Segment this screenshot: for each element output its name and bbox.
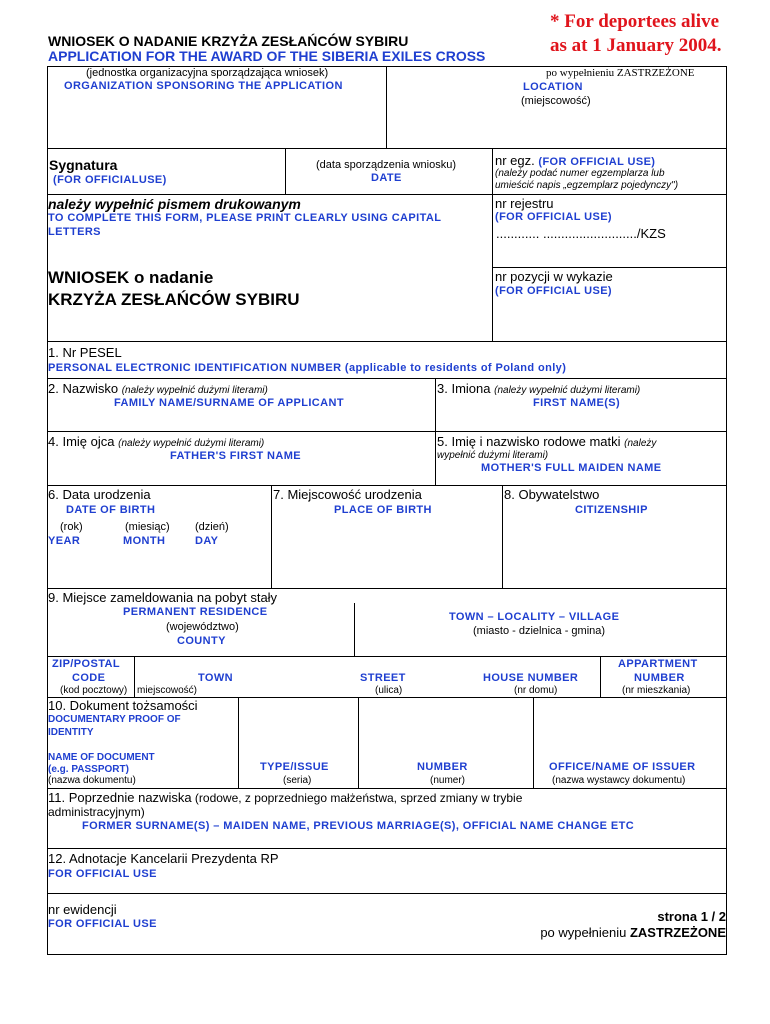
former-names-label: 11. Poprzednie nazwiska — [48, 790, 192, 805]
birth-date-label: 6. Data urodzenia — [48, 487, 151, 502]
location-label-en: LOCATION — [523, 81, 583, 93]
apartment-label-en-1: APPARTMENT — [618, 658, 698, 670]
father-name-hint: (należy wypełnić dużymi literami) — [118, 438, 265, 449]
mother-name-label-en: MOTHER'S FULL MAIDEN NAME — [481, 462, 662, 474]
date-label-en: DATE — [371, 172, 402, 184]
restricted-footer-prefix: po wypełnieniu — [540, 925, 630, 940]
signature-official-use: (FOR OFFICIALUSE) — [53, 174, 167, 186]
record-number-label: nr ewidencji — [48, 902, 117, 917]
deportees-note-line1: * For deportees alive — [550, 11, 720, 32]
house-number-label-pl: (nr domu) — [514, 685, 558, 696]
copy-number-label: nr egz. — [495, 153, 535, 168]
page-number: strona 1 / 2 — [657, 909, 726, 924]
register-number-field[interactable]: ............ ........................../KZS — [496, 226, 666, 241]
surname-label-en: FAMILY NAME/SURNAME OF APPLICANT — [114, 397, 344, 409]
form-title-line1: WNIOSEK o nadanie — [48, 268, 214, 287]
house-number-label-en: HOUSE NUMBER — [483, 672, 579, 684]
copy-note-1: (należy podać numer egzemplarza lub — [495, 168, 665, 179]
type-issue-label-pl: (seria) — [283, 775, 312, 786]
issuer-label-en: OFFICE/NAME OF ISSUER — [549, 761, 696, 773]
former-names-hint-2: administracyjnym) — [48, 805, 145, 819]
street-label-en: STREET — [360, 672, 406, 684]
year-label-pl: (rok) — [60, 521, 83, 533]
apartment-label-en-2: NUMBER — [634, 672, 685, 684]
issuer-label-pl: (nazwa wystawcy dokumentu) — [552, 775, 686, 786]
deportees-note-line2: as at 1 January 2004. — [550, 35, 722, 56]
former-names-label-en: FORMER SURNAME(S) – MAIDEN NAME, PREVIOUS MARRIAGE(S), OFFICIAL NAME CHANGE ETC — [82, 820, 635, 832]
mother-name-hint-2: wypełnić dużymi literami) — [437, 450, 549, 461]
mother-name-label: 5. Imię i nazwisko rodowe matki — [437, 434, 621, 449]
document-name-label-en-1: NAME OF DOCUMENT — [48, 752, 155, 763]
copy-note-2: umieścić napis „egzemplarz pojedynczy") — [495, 180, 679, 191]
residence-label-en: PERMANENT RESIDENCE — [123, 606, 268, 618]
org-label-pl: (jednostka organizacyjna sporządzająca wniosek) — [86, 67, 329, 79]
doc-number-label-pl: (numer) — [430, 775, 466, 786]
title-polish: WNIOSEK O NADANIE KRZYŻA ZESŁAŃCÓW SYBIRU — [48, 33, 409, 49]
list-position-label: nr pozycji w wykazie — [495, 269, 613, 284]
zip-label-en-1: ZIP/POSTAL — [52, 658, 120, 670]
location-label-pl: (miejscowość) — [521, 95, 591, 107]
form-title-line2: KRZYŻA ZESŁAŃCÓW SYBIRU — [48, 290, 300, 309]
month-label-en: MONTH — [123, 535, 166, 547]
town-locality-label-pl: (miasto - dzielnica - gmina) — [473, 625, 606, 637]
apartment-label-pl: (nr mieszkania) — [622, 685, 691, 696]
voivodeship-label-pl: (województwo) — [166, 621, 239, 633]
id-document-label-en-1: DOCUMENTARY PROOF OF — [48, 714, 181, 725]
org-label-en: ORGANIZATION SPONSORING THE APPLICATION — [64, 80, 343, 92]
pesel-label-en: PERSONAL ELECTRONIC IDENTIFICATION NUMBER (applicable to residents of Poland only) — [48, 362, 567, 374]
print-instruction-en-1: TO COMPLETE THIS FORM, PLEASE PRINT CLEARLY USING CAPITAL — [48, 212, 442, 224]
id-document-label-en-2: IDENTITY — [48, 727, 94, 738]
residence-label: 9. Miejsce zameldowania na pobyt stały — [48, 590, 278, 605]
zip-label-pl: (kod pocztowy) — [60, 685, 128, 696]
chancellery-official-use: FOR OFFICIAL USE — [48, 868, 157, 880]
id-document-label: 10. Dokument tożsamości — [48, 698, 198, 713]
father-name-label-en: FATHER'S FIRST NAME — [170, 450, 302, 462]
citizenship-label: 8. Obywatelstwo — [504, 487, 600, 502]
street-label-pl: (ulica) — [375, 685, 403, 696]
first-names-label-en: FIRST NAME(S) — [533, 397, 621, 409]
zip-label-en-2: CODE — [72, 672, 106, 684]
month-label-pl: (miesiąc) — [125, 521, 170, 533]
restricted-footer-bold: ZASTRZEŻONE — [629, 925, 726, 940]
first-names-hint: (należy wypełnić dużymi literami) — [494, 385, 641, 396]
print-instruction-pl: należy wypełnić pismem drukowanym — [48, 196, 301, 212]
surname-hint: (należy wypełnić dużymi literami) — [121, 385, 268, 396]
pesel-label: 1. Nr PESEL — [48, 345, 122, 360]
date-label-pl: (data sporządzenia wniosku) — [316, 159, 457, 171]
birth-date-label-en: DATE OF BIRTH — [66, 504, 156, 516]
father-name-label: 4. Imię ojca — [48, 434, 115, 449]
doc-number-label-en: NUMBER — [417, 761, 468, 773]
document-name-label-en-2: (e.g. PASSPORT) — [48, 764, 129, 775]
register-official-use: (FOR OFFICIAL USE) — [495, 211, 612, 223]
title-english: APPLICATION FOR THE AWARD OF THE SIBERIA EXILES CROSS — [48, 48, 486, 64]
mother-name-hint-1: (należy — [624, 438, 657, 449]
surname-label: 2. Nazwisko — [48, 381, 119, 396]
copy-number-official-use: (FOR OFFICIAL USE) — [538, 156, 656, 168]
county-label-en: COUNTY — [177, 635, 226, 647]
year-label-en: YEAR — [48, 535, 81, 547]
day-label-pl: (dzień) — [195, 521, 229, 533]
citizenship-label-en: CITIZENSHIP — [575, 504, 648, 516]
print-instruction-en-2: LETTERS — [48, 226, 101, 238]
type-issue-label-en: TYPE/ISSUE — [260, 761, 329, 773]
town-label-en: TOWN — [198, 672, 234, 684]
document-name-label-pl: (nazwa dokumentu) — [48, 775, 136, 786]
town-locality-label-en: TOWN – LOCALITY – VILLAGE — [449, 611, 620, 623]
list-position-official-use: (FOR OFFICIAL USE) — [495, 285, 612, 297]
day-label-en: DAY — [195, 535, 219, 547]
signature-label: Sygnatura — [49, 157, 118, 173]
register-number-label: nr rejestru — [495, 196, 554, 211]
former-names-hint: (rodowe, z poprzedniego małżeństwa, sprzed zmiany w trybie — [191, 791, 523, 805]
town-label-pl: miejscowość) — [137, 685, 198, 696]
birth-place-label: 7. Miejscowość urodzenia — [273, 487, 422, 502]
chancellery-notes-label: 12. Adnotacje Kancelarii Prezydenta RP — [48, 851, 279, 866]
first-names-label: 3. Imiona — [437, 381, 491, 396]
record-number-official-use: FOR OFFICIAL USE — [48, 918, 157, 930]
birth-place-label-en: PLACE OF BIRTH — [334, 504, 432, 516]
restricted-header: po wypełnieniu ZASTRZEŻONE — [546, 67, 695, 79]
